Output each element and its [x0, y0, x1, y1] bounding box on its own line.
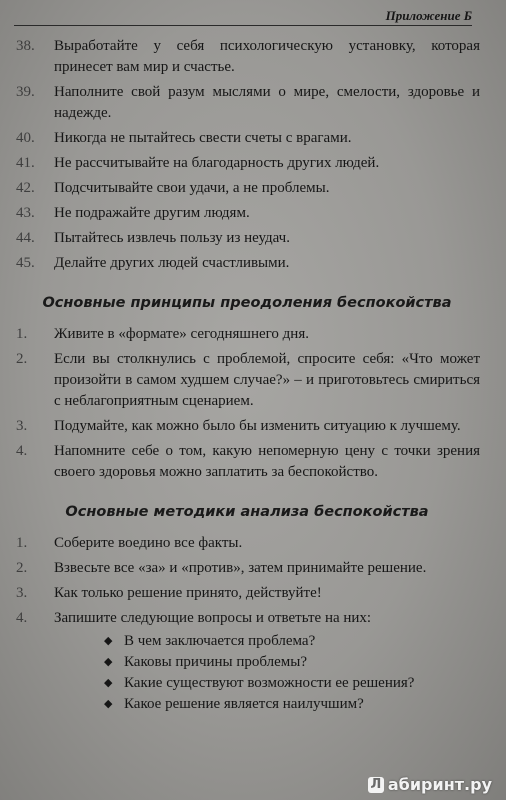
- item-number: 1.: [16, 535, 28, 551]
- list-item: [14, 36, 480, 78]
- labirint-watermark: [368, 775, 492, 794]
- diamond-bullet-icon: ◆: [104, 635, 113, 647]
- item-text: Если вы столкнулись с проблемой, спросите себя: «Что может произойти в самом худшем случае?» – и приготовьтесь смириться с неблагоприятным сценарием.: [54, 351, 480, 409]
- item-text: Подумайте, как можно было бы изменить ситуацию к лучшему.: [54, 418, 461, 434]
- section-heading-principles: Основные принципы преодоления беспокойства: [42, 295, 452, 311]
- bullet-text: Какие существуют возможности ее решения?: [124, 675, 415, 691]
- item-number: 2.: [16, 351, 28, 367]
- list-item: [14, 178, 480, 199]
- running-head: Приложение Б: [14, 8, 472, 26]
- list-item: [14, 416, 480, 437]
- diamond-bullet-icon: ◆: [104, 698, 113, 710]
- list-item: [14, 228, 480, 249]
- item-text: Не подражайте другим людям.: [54, 205, 250, 221]
- item-number: 1.: [16, 326, 28, 342]
- bullet-item: [102, 673, 480, 694]
- item-number: 39.: [16, 84, 35, 100]
- list-item: [14, 349, 480, 412]
- numbered-list-top: [14, 36, 480, 274]
- numbered-list-principles: [14, 324, 480, 483]
- list-item: [14, 253, 480, 274]
- bullet-text: Какое решение является наилучшим?: [124, 696, 364, 712]
- item-number: 40.: [16, 130, 35, 146]
- item-text: Делайте других людей счастливыми.: [54, 255, 290, 271]
- list-item: [14, 153, 480, 174]
- list-item: [14, 128, 480, 149]
- watermark-text: абиринт.ру: [387, 775, 492, 794]
- section-heading-methods: Основные методики анализа беспокойства: [65, 504, 429, 520]
- bullet-item: [102, 652, 480, 673]
- bullet-text: В чем заключается проблема?: [124, 633, 316, 649]
- item-text: Соберите воедино все факты.: [54, 535, 243, 551]
- bullet-item: [102, 694, 480, 715]
- item-text: Подсчитывайте свои удачи, а не проблемы.: [54, 180, 330, 196]
- item-number: 42.: [16, 180, 35, 196]
- item-text: Напомните себе о том, какую непомерную цену с точки зрения своего здоровья можно заплатить за беспокойство.: [54, 443, 480, 480]
- item-text: Запишите следующие вопросы и ответьте на них:: [54, 610, 372, 626]
- item-number: 4.: [16, 443, 28, 459]
- item-number: 3.: [16, 585, 28, 601]
- list-item: [14, 558, 480, 579]
- item-text: Выработайте у себя психологическую установку, которая принесет вам мир и счастье.: [54, 38, 480, 75]
- list-item: [14, 441, 480, 483]
- question-bullet-list: [54, 631, 480, 715]
- item-text: Пытайтесь извлечь пользу из неудач.: [54, 230, 290, 246]
- item-text: Не рассчитывайте на благодарность других людей.: [54, 155, 380, 171]
- item-number: 2.: [16, 560, 28, 576]
- item-number: 45.: [16, 255, 35, 271]
- numbered-list-methods: [14, 533, 480, 715]
- list-item: [14, 203, 480, 224]
- bullet-item: [102, 631, 480, 652]
- item-text: Никогда не пытайтесь свести счеты с врагами.: [54, 130, 352, 146]
- item-text: Наполните свой разум мыслями о мире, смелости, здоровье и надежде.: [54, 84, 480, 121]
- diamond-bullet-icon: ◆: [104, 677, 113, 689]
- item-number: 44.: [16, 230, 35, 246]
- item-number: 43.: [16, 205, 35, 221]
- bullet-text: Каковы причины проблемы?: [124, 654, 308, 670]
- list-item: [14, 82, 480, 124]
- item-number: 41.: [16, 155, 35, 171]
- list-item: [14, 533, 480, 554]
- item-text: Живите в «формате» сегодняшнего дня.: [54, 326, 309, 342]
- list-item: [14, 608, 480, 715]
- list-item: [14, 324, 480, 345]
- list-item: [14, 583, 480, 604]
- item-number: 3.: [16, 418, 28, 434]
- page-content: [14, 36, 480, 719]
- item-number: 38.: [16, 38, 35, 54]
- diamond-bullet-icon: ◆: [104, 656, 113, 668]
- item-text: Взвесьте все «за» и «против», затем принимайте решение.: [54, 560, 427, 576]
- item-number: 4.: [16, 610, 28, 626]
- labirint-logo-icon: Л: [368, 777, 384, 793]
- item-text: Как только решение принято, действуйте!: [54, 585, 322, 601]
